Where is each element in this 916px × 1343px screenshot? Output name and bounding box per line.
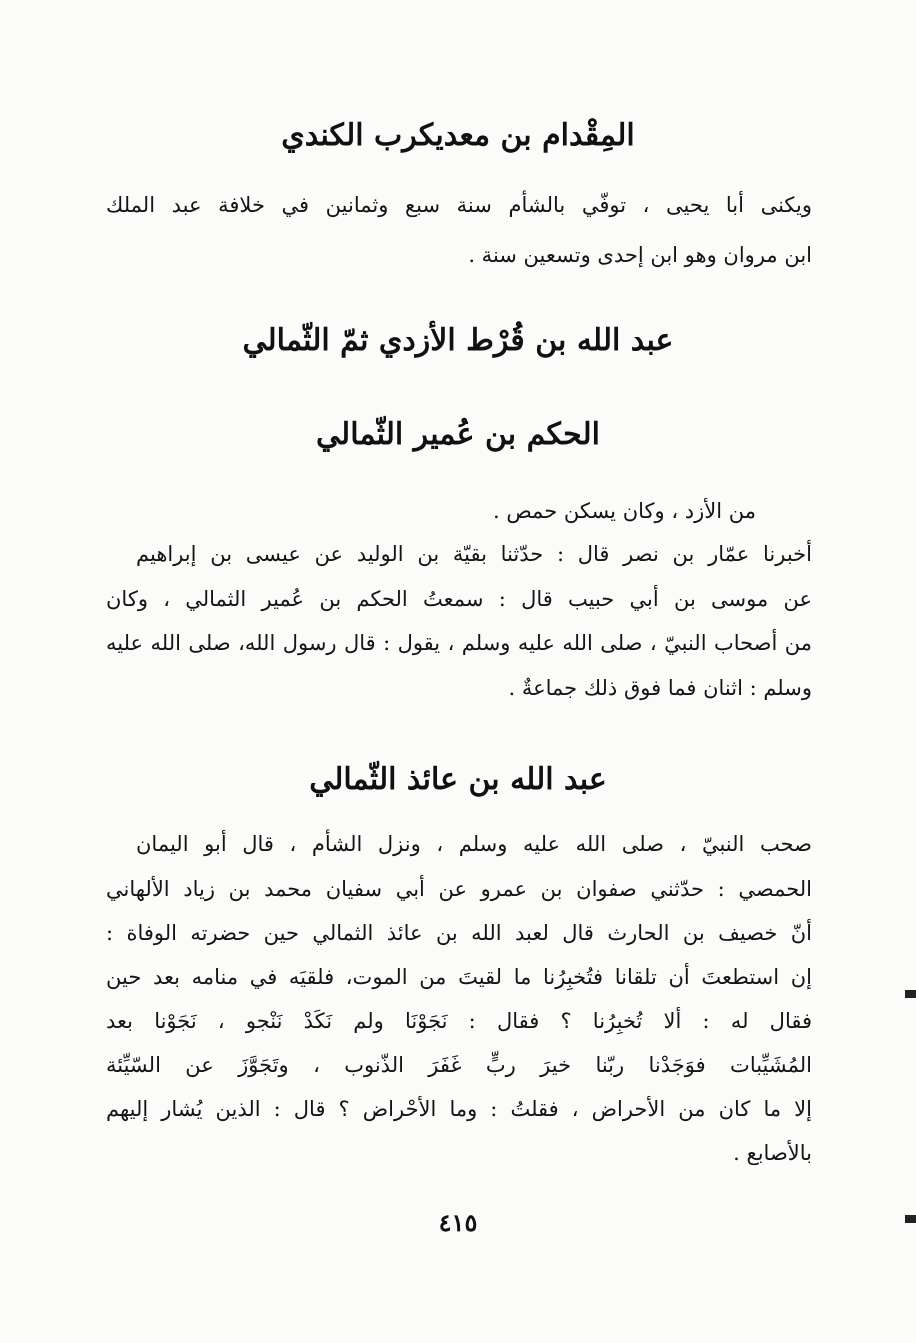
text-line: ويكنى أبا يحيى ، توفّي بالشأم سنة سبع وثمانين في خلافة عبد الملك bbox=[106, 193, 812, 217]
heading-abdullah-qurt: عبد الله بن قُرْط الأزدي ثمّ الثّمالي bbox=[242, 323, 674, 358]
text-line: المُشَيِّبات فوَجَدْنا ربّنا خيرَ ربٍّ غَفَرَ الذّنوب ، وتَجَوَّزَ عن السّيِّئة bbox=[106, 1053, 812, 1077]
text-line: من الأزد ، وكان يسكن حمص . bbox=[492, 499, 756, 523]
text-line: الحمصي : حدّثني صفوان بن عمرو عن أبي سفيان محمد بن زياد الألهاني bbox=[106, 877, 812, 901]
heading-hakam-umair: الحكم بن عُمير الثّمالي bbox=[316, 417, 600, 452]
text-line: أنّ خصيف بن الحارث قال لعبد الله بن عائذ الثمالي حين حضرته الوفاة : bbox=[106, 921, 812, 945]
heading-miqdam: المِقْدام بن معديكرب الكندي bbox=[281, 118, 635, 153]
text-line: أخبرنا عمّار بن نصر قال : حدّثنا بقيّة بن الوليد عن عيسى بن إبراهيم bbox=[136, 542, 812, 566]
text-line: صحب النبيّ ، صلى الله عليه وسلم ، ونزل الشأم ، قال أبو اليمان bbox=[136, 832, 812, 856]
text-line: ابن مروان وهو ابن إحدى وتسعين سنة . bbox=[468, 243, 812, 267]
text-line: وسلم : اثنان فما فوق ذلك جماعةٌ . bbox=[508, 676, 812, 700]
text-line: عن موسى بن أبي حبيب قال : سمعتُ الحكم بن عُمير الثمالي ، وكان bbox=[106, 587, 812, 611]
heading-abdullah-aidh: عبد الله بن عائذ الثّمالي bbox=[309, 762, 607, 797]
page-number: ٤١٥ bbox=[438, 1208, 478, 1237]
text-line: إن استطعتَ أن تلقانا فتُخبِرُنا ما لقيتَ من الموت، فلقيَه في منامه بعد حين bbox=[106, 965, 812, 989]
text-line: بالأصابع . bbox=[733, 1141, 812, 1165]
text-line: إلا ما كان من الأحراض ، فقلتُ : وما الأحْراض ؟ قال : الذين يُشار إليهم bbox=[106, 1097, 812, 1121]
edge-mark bbox=[905, 1215, 916, 1223]
edge-mark bbox=[905, 990, 916, 998]
text-line: من أصحاب النبيّ ، صلى الله عليه وسلم ، يقول : قال رسول الله، صلى الله عليه bbox=[106, 631, 812, 655]
text-line: فقال له : ألا تُخبِرُنا ؟ فقال : نَجَوْنَا ولم نَكَدْ نَنْجو ، نَجَوْنا بعد bbox=[106, 1009, 812, 1033]
